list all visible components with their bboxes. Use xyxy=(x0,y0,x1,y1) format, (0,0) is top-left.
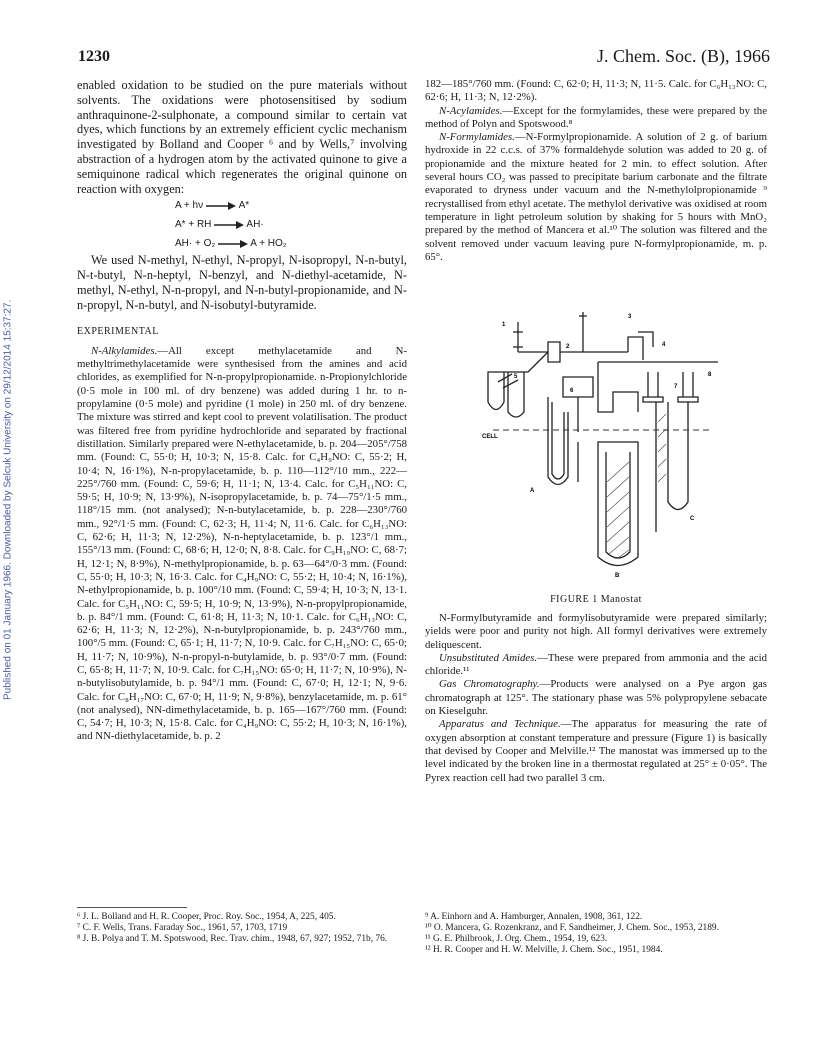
experimental-heading: EXPERIMENTAL xyxy=(77,325,159,337)
page-number: 1230 xyxy=(78,48,110,65)
figure-caption: FIGURE 1 Manostat xyxy=(550,594,642,605)
fig-label-4: 4 xyxy=(662,342,666,348)
acylamides-title: N-Acylamides. xyxy=(439,104,503,117)
journal-running-head: J. Chem. Soc. (B), 1966 xyxy=(597,46,770,66)
fig-label-2: 2 xyxy=(566,344,570,350)
gas-chromatography-text: —Products were analysed on a Pye argon gas chromatograph at 125°. The stationary phase was 5% polypropylene sebacate on Kieselguhr. xyxy=(425,678,767,718)
formylamides-title: N-Formylamides. xyxy=(439,131,515,144)
download-sidebar xyxy=(0,0,18,1057)
alkylamides-title: N-Alkylamides. xyxy=(91,344,158,357)
footnote-8: ⁸ J. B. Polya and T. M. Spotswood, Rec. Trav. chim., 1948, 67, 927; 1952, 71b, 76. xyxy=(77,934,388,944)
fig-label-c: C xyxy=(690,516,695,522)
right-column xyxy=(425,78,767,264)
equation-3 xyxy=(175,234,407,253)
fig-label-3: 3 xyxy=(628,314,632,320)
apparatus-paragraph xyxy=(425,718,767,784)
page-header xyxy=(70,46,770,72)
intro-paragraph: enabled oxidation to be studied on the pure materials without solvents. The oxidations were photosensitised by sodium anthraquinone-2-sulphonate, a compound similar to certain vat dyes, which functions by an extremely efficient cyclic mechanism investigated by Bolland and Cooper ⁶ and by Wells,⁷ involving abstraction of a hydrogen atom by the activated quinone to give a semiquinone radical which regenerates the original quinone on reaction with oxygen: xyxy=(77,78,407,196)
unsubstituted-text: —These were prepared from ammonia and the acid chloride.¹¹ xyxy=(425,651,767,678)
unsubstituted-title: Unsubstituted Amides. xyxy=(439,651,538,664)
equation-2-rhs: AH· xyxy=(246,219,264,231)
footnotes-left xyxy=(77,912,407,945)
unsubstituted-paragraph xyxy=(425,652,767,679)
reaction-equations xyxy=(77,196,407,253)
footnote-6: ⁶ J. L. Bolland and H. R. Cooper, Proc. Roy. Soc., 1954, A, 225, 405. xyxy=(77,912,336,922)
equation-2 xyxy=(175,215,407,234)
footnote-9: ⁹ A. Einhorn and A. Hamburger, Annalen, 1908, 361, 122. xyxy=(425,912,643,922)
fig-label-8: 8 xyxy=(708,372,712,378)
fig-label-6: 6 xyxy=(570,388,574,394)
manostat-figure xyxy=(478,302,728,580)
footnote-10: ¹⁰ O. Mancera, G. Rozenkranz, and F. Sandheimer, J. Chem. Soc., 1953, 2189. xyxy=(425,923,719,933)
equation-1 xyxy=(175,196,407,215)
equation-3-lhs: AH· + O₂ xyxy=(175,238,216,250)
formylbutyramide-paragraph: N-Formylbutyramide and formylisobutyramide were prepared similarly; yields were poor and purity not high. All formyl derivatives were extremely deliquescent. xyxy=(425,612,767,651)
fig-label-1: 1 xyxy=(502,322,506,328)
reaction-arrow-icon xyxy=(214,221,244,229)
alkylamides-paragraph xyxy=(77,345,407,744)
equation-1-rhs: A* xyxy=(238,200,250,212)
acylamides-paragraph xyxy=(425,105,767,132)
footnote-11: ¹¹ G. E. Philbrook, J. Org. Chem., 1954, 19, 623. xyxy=(425,934,608,944)
fig-label-5: 5 xyxy=(514,374,518,380)
gas-chromatography-paragraph xyxy=(425,678,767,718)
formylamides-text: —N-Formylpropionamide. A solution of 2 g. of barium hydroxide in 22 c.c.s. of 37% formaldehyde solution was added to 20 g. of propionamide and the mixture heated for 2 min. to effect solution. After several hours CO₂ was passed to precipitate barium carbonate and the filtrate evaporated to dryness under vacuum and the N-methylolpropionamide ⁹ recrystallised from ethyl acetate. The methylol derivative was oxidised at room temperature in light petroleum solution by shaking for 5 hours with MnO₂ prepared by the method of Mancera et al.¹⁰ The solution was filtered and the solvent removed under vacuum leaving pure N-formylpropionamide, m. p. 65°. xyxy=(425,131,767,263)
right-column-lower xyxy=(425,612,767,785)
footnote-rule-left xyxy=(77,907,187,908)
fig-label-a: A xyxy=(530,488,535,494)
reaction-arrow-icon xyxy=(218,240,248,248)
fig-label-7: 7 xyxy=(674,384,678,390)
equation-1-lhs: A + hν xyxy=(175,200,204,212)
gas-chromatography-title: Gas Chromatography. xyxy=(439,678,540,691)
download-notice-link[interactable]: Published on 01 January 1966. Downloaded by Selcuk University on 29/12/2014 15:37:27. xyxy=(2,299,14,701)
footnote-7: ⁷ C. F. Wells, Trans. Faraday Soc., 1961, 57, 1703, 1719 xyxy=(77,923,288,933)
apparatus-text: —The apparatus for measuring the rate of oxygen absorption at constant temperature and pressure (Figure 1) is basically that devised by Cooper and Melville.¹² The manostat was immersed up to the level indicated by the broken line in a thermostat regulated at 25° ± 0·05°. The Pyrex reaction cell had two parallel 3 cm. xyxy=(425,718,767,784)
apparatus-title: Apparatus and Technique. xyxy=(439,718,561,731)
amides-used-paragraph: We used N-methyl, N-ethyl, N-propyl, N-isopropyl, N-n-butyl, N-t-butyl, N-n-heptyl, N-benzyl, and N-diethyl-acetamide, N-methyl, N-ethyl, N-n-propyl, and N-n-butyl-propionamide, and N-n-propyl, N-n-butyl, and N-isobutyl-butyramide. xyxy=(77,253,407,312)
footnotes-right xyxy=(425,912,767,956)
footnote-12: ¹² H. R. Cooper and H. W. Melville, J. Chem. Soc., 1951, 1984. xyxy=(425,945,663,955)
formylamides-paragraph xyxy=(425,131,767,264)
continued-analysis: 182—185°/760 mm. (Found: C, 62·0; H, 11·3; N, 11·5. Calc. for C₆H₁₃NO: C, 62·6; H, 11·3; N, 12·2%). xyxy=(425,78,767,104)
acylamides-text: —Except for the formylamides, these were prepared by the method of Polyn and Spotswood.⁸ xyxy=(425,104,767,130)
fig-label-b: B xyxy=(615,573,620,579)
reaction-arrow-icon xyxy=(206,202,236,210)
alkylamides-text: —All except methylacetamide and N-methyltrimethylacetamide were synthesised from the amines and acid chlorides, as exemplified for N-n-propylpropionamide. n-Propionylchloride (0·5 mole in 100 ml. of dry benzene) was added during 1 hr. to n-propylamine (0·5 mole) and pyridine (1 mole) in 250 ml. of dry benzene. The mixture was stirred and kept cool to prevent volatilisation. The product was filtered free from pyridine hydrochloride and separated by fractional distillation. Similarly prepared were N-ethylacetamide, b. p. 204—205°/758 mm. (Found: C, 55·0; H, 10·3; N, 15·8. Calc. for C₄H₉NO: C, 55·2; H, 10·4; N, 16·1%), N-n-propylacetamide, b. p. 110—112°/10 mm., 222—225°/760 mm. (Found: C, 59·6; H, 11·1; N, 13·4. Calc. for C₅H₁₁NO: C, 59·5; H, 10·9; N, 13·9%), N-isopropylacetamide, b. p. 74—75°/1·5 mm., 118°/15 mm. (not analysed); N-n-butylacetamide, b. p. 228—230°/760 mm., 92°/1·5 mm. (Found: C, 62·3; H, 11·4; N, 11·6. Calc. for C₆H₁₃NO: C, 62·6; H, 11·3; N, 12·2%), N-n-heptylacetamide, b. p. 123°/1 mm., 155°/13 mm. (Found: C, 68·6; H, 12·0; N, 8·8. Calc. for C₉H₁₉NO: C, 68·7; H, 12·1; N, 8·9%), N-methylpropionamide, b. p. 63—64°/0·3 mm. (Found: C, 55·0; H, 10·3; N, 16·3. Calc. for C₄H₉NO: C, 55·2; H, 10·4; N, 16·1%), N-ethylpropionamide, b. p. 100°/10 mm. (Found: C, 59·4; H, 10·3; N, 13·1. Calc. for C₅H₁₁NO: C, 59·5; H, 10·9; N, 13·9%), N-n-propylpropionamide, b. p. 84°/1 mm. (Found: C, 61·8; H, 11·3; N, 10·1. Calc. for C₆H₁₃NO: C, 62·6; H, 11·3; N, 12·2%), N-n-butylpropionamide, b. p. 243°/760 mm., 100°/5 mm. (Found: C, 65·1; H, 11·7; N, 10·9. Calc. for C₇H₁₅NO: C, 65·0; H, 11·7; N, 10·9%), N-n-propyl-n-butylamide, b. p. 93°/0·7 mm. (Found: C, 65·8; H, 11·7; N, 10·9. Calc. for C₇H₁₅NO: 65·0; H, 11·7; N, 10·9%), N-n-butylisobutylamide, b. p. 94°/1 mm. (Found: C, 67·0; H, 12·1; N, 9·6. Calc. for C₈H₁₇NO: C, 67·0; H, 11·9; N, 9·8%), benzylacetamide, m. p. 61° (not analysed), NN-dimethylacetamide, b. p. 165—167°/760 mm. (Found: C, 54·7; H, 10·3; N, 15·8. Calc. for C₄H₉NO: C, 55·2; H, 10·3; N, 16·1%), and NN-diethylacetamide, b. p. 2 xyxy=(77,344,407,743)
fig-label-cell: CELL xyxy=(482,434,498,440)
left-column xyxy=(77,78,407,744)
equation-3-rhs: A + HO₂ xyxy=(250,238,287,250)
equation-2-lhs: A* + RH xyxy=(175,219,212,231)
